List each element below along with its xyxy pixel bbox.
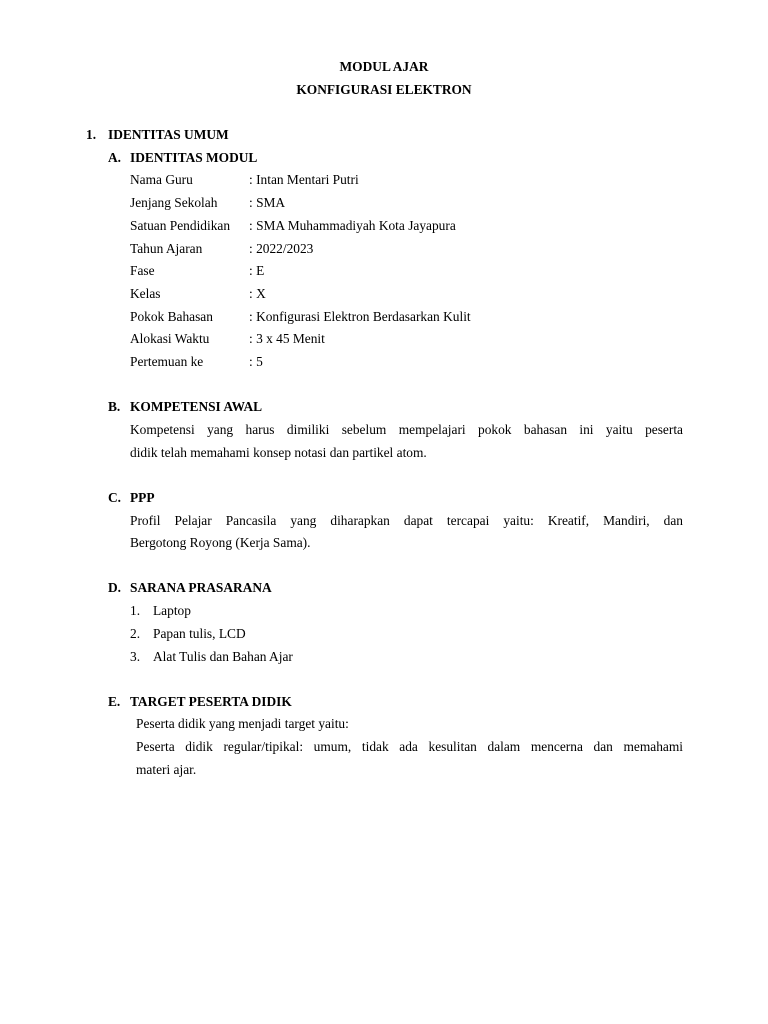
identity-label: Pokok Bahasan	[130, 309, 213, 324]
list-item: Laptop	[153, 603, 191, 618]
identity-label: Alokasi Waktu	[130, 331, 210, 346]
identity-value: : Intan Mentari Putri	[249, 172, 359, 187]
paragraph-line: Bergotong Royong (Kerja Sama).	[130, 535, 311, 550]
subsection-letter: C.	[108, 490, 122, 505]
subsection-letter: D.	[108, 580, 122, 595]
paragraph-line: materi ajar.	[136, 762, 197, 777]
identity-value: : 5	[249, 354, 263, 369]
identity-value: : X	[249, 286, 266, 301]
identity-label: Satuan Pendidikan	[130, 218, 231, 233]
paragraph-line: Peserta didik regular/tipikal: umum, tidak ada kesulitan dalam mencerna dan memahami	[136, 739, 683, 754]
identity-label: Nama Guru	[130, 172, 193, 187]
list-item: Alat Tulis dan Bahan Ajar	[153, 649, 293, 664]
identity-value: : 2022/2023	[249, 241, 314, 256]
document-title: MODUL AJAR	[339, 59, 429, 74]
paragraph-line: didik telah memahami konsep notasi dan partikel atom.	[130, 445, 427, 460]
section-number: 1.	[86, 127, 97, 142]
identity-label: Pertemuan ke	[130, 354, 204, 369]
paragraph-line: Profil Pelajar Pancasila yang diharapkan dapat tercapai yaitu: Kreatif, Mandiri, dan	[130, 513, 683, 528]
subsection-heading: PPP	[130, 490, 155, 505]
identity-value: : 3 x 45 Menit	[249, 331, 325, 346]
subsection-heading: KOMPETENSI AWAL	[130, 399, 263, 414]
subsection-letter: A.	[108, 150, 122, 165]
subsection-heading: SARANA PRASARANA	[130, 580, 272, 595]
subsection-heading: IDENTITAS MODUL	[130, 150, 258, 165]
identity-label: Tahun Ajaran	[130, 241, 203, 256]
identity-value: : Konfigurasi Elektron Berdasarkan Kulit	[249, 309, 471, 324]
subsection-heading: TARGET PESERTA DIDIK	[130, 694, 292, 709]
paragraph-line: Peserta didik yang menjadi target yaitu:	[136, 716, 349, 731]
identity-value: : SMA	[249, 195, 286, 210]
list-number: 3.	[130, 649, 141, 664]
list-number: 1.	[130, 603, 141, 618]
paragraph-line: Kompetensi yang harus dimiliki sebelum mempelajari pokok bahasan ini yaitu peserta	[130, 422, 683, 437]
document-subtitle: KONFIGURASI ELEKTRON	[296, 82, 472, 97]
list-item: Papan tulis, LCD	[153, 626, 246, 641]
identity-label: Kelas	[130, 286, 161, 301]
identity-value: : SMA Muhammadiyah Kota Jayapura	[249, 218, 456, 233]
subsection-letter: E.	[108, 694, 121, 709]
section-heading: IDENTITAS UMUM	[108, 127, 229, 142]
list-number: 2.	[130, 626, 141, 641]
subsection-letter: B.	[108, 399, 121, 414]
identity-label: Fase	[130, 263, 155, 278]
identity-label: Jenjang Sekolah	[130, 195, 218, 210]
identity-value: : E	[249, 263, 265, 278]
